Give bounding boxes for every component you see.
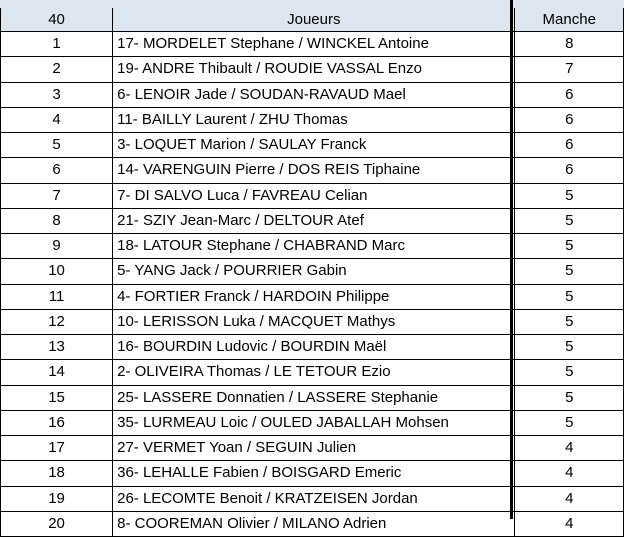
round-cell[interactable]: 5 <box>515 410 624 435</box>
rank-cell[interactable]: 9 <box>1 234 113 259</box>
rank-cell[interactable]: 18 <box>1 461 113 486</box>
ranking-table <box>0 8 624 537</box>
players-cell[interactable]: 35- LURMEAU Loic / OULED JABALLAH Mohsen <box>113 410 515 435</box>
rank-cell[interactable]: 11 <box>1 284 113 309</box>
table-row <box>1 486 624 511</box>
rank-cell[interactable]: 4 <box>1 107 113 132</box>
players-cell[interactable]: 19- ANDRE Thibault / ROUDIE VASSAL Enzo <box>113 57 515 82</box>
round-cell[interactable]: 6 <box>515 158 624 183</box>
table-row <box>1 309 624 334</box>
players-cell[interactable]: 26- LECOMTE Benoit / KRATZEISEN Jordan <box>113 486 515 511</box>
round-cell[interactable]: 5 <box>515 360 624 385</box>
players-cell[interactable]: 10- LERISSON Luka / MACQUET Mathys <box>113 309 515 334</box>
round-cell[interactable]: 6 <box>515 133 624 158</box>
round-cell[interactable]: 5 <box>515 234 624 259</box>
rank-cell[interactable]: 20 <box>1 511 113 536</box>
table-row <box>1 32 624 57</box>
round-cell[interactable]: 8 <box>515 32 624 57</box>
players-cell[interactable]: 8- COOREMAN Olivier / MILANO Adrien <box>113 511 515 536</box>
rank-cell[interactable]: 17 <box>1 436 113 461</box>
column-divider <box>510 0 513 519</box>
players-cell[interactable]: 4- FORTIER Franck / HARDOIN Philippe <box>113 284 515 309</box>
round-cell[interactable]: 5 <box>515 208 624 233</box>
table-row <box>1 208 624 233</box>
rank-cell[interactable]: 2 <box>1 57 113 82</box>
players-cell[interactable]: 14- VARENGUIN Pierre / DOS REIS Tiphaine <box>113 158 515 183</box>
players-cell[interactable]: 7- DI SALVO Luca / FAVREAU Celian <box>113 183 515 208</box>
table-row <box>1 234 624 259</box>
players-cell[interactable]: 21- SZIY Jean-Marc / DELTOUR Atef <box>113 208 515 233</box>
table-row <box>1 183 624 208</box>
rank-cell[interactable]: 7 <box>1 183 113 208</box>
players-cell[interactable]: 6- LENOIR Jade / SOUDAN-RAVAUD Mael <box>113 82 515 107</box>
players-cell[interactable]: 5- YANG Jack / POURRIER Gabin <box>113 259 515 284</box>
rank-cell[interactable]: 12 <box>1 309 113 334</box>
header-round-cell[interactable]: Manche <box>515 8 624 32</box>
header-row <box>1 8 624 32</box>
table-row <box>1 133 624 158</box>
rank-cell[interactable]: 14 <box>1 360 113 385</box>
table-row <box>1 360 624 385</box>
rank-cell[interactable]: 15 <box>1 385 113 410</box>
round-cell[interactable]: 5 <box>515 259 624 284</box>
table-row <box>1 284 624 309</box>
round-cell[interactable]: 4 <box>515 461 624 486</box>
players-cell[interactable]: 11- BAILLY Laurent / ZHU Thomas <box>113 107 515 132</box>
round-cell[interactable]: 4 <box>515 436 624 461</box>
round-cell[interactable]: 5 <box>515 284 624 309</box>
round-cell[interactable]: 4 <box>515 511 624 536</box>
rank-cell[interactable]: 3 <box>1 82 113 107</box>
table-row <box>1 82 624 107</box>
round-cell[interactable]: 5 <box>515 385 624 410</box>
round-cell[interactable]: 5 <box>515 309 624 334</box>
rank-cell[interactable]: 16 <box>1 410 113 435</box>
table-row <box>1 335 624 360</box>
rank-cell[interactable]: 6 <box>1 158 113 183</box>
table-row <box>1 259 624 284</box>
rank-cell[interactable]: 13 <box>1 335 113 360</box>
rank-cell[interactable]: 8 <box>1 208 113 233</box>
table-row <box>1 511 624 536</box>
header-players-cell[interactable]: Joueurs <box>113 8 515 32</box>
round-cell[interactable]: 7 <box>515 57 624 82</box>
rank-cell[interactable]: 19 <box>1 486 113 511</box>
round-cell[interactable]: 6 <box>515 107 624 132</box>
table-row <box>1 385 624 410</box>
table-row <box>1 57 624 82</box>
rank-cell[interactable]: 5 <box>1 133 113 158</box>
players-cell[interactable]: 2- OLIVEIRA Thomas / LE TETOUR Ezio <box>113 360 515 385</box>
round-cell[interactable]: 5 <box>515 183 624 208</box>
table-row <box>1 107 624 132</box>
players-cell[interactable]: 36- LEHALLE Fabien / BOISGARD Emeric <box>113 461 515 486</box>
players-cell[interactable]: 3- LOQUET Marion / SAULAY Franck <box>113 133 515 158</box>
players-cell[interactable]: 18- LATOUR Stephane / CHABRAND Marc <box>113 234 515 259</box>
rank-cell[interactable]: 10 <box>1 259 113 284</box>
players-cell[interactable]: 27- VERMET Yoan / SEGUIN Julien <box>113 436 515 461</box>
round-cell[interactable]: 5 <box>515 335 624 360</box>
table-row <box>1 158 624 183</box>
players-cell[interactable]: 17- MORDELET Stephane / WINCKEL Antoine <box>113 32 515 57</box>
table-row <box>1 410 624 435</box>
table-row <box>1 461 624 486</box>
round-cell[interactable]: 6 <box>515 82 624 107</box>
round-cell[interactable]: 4 <box>515 486 624 511</box>
players-cell[interactable]: 16- BOURDIN Ludovic / BOURDIN Maël <box>113 335 515 360</box>
rank-cell[interactable]: 1 <box>1 32 113 57</box>
players-cell[interactable]: 25- LASSERE Donnatien / LASSERE Stephanie <box>113 385 515 410</box>
header-rank-cell[interactable]: 40 <box>1 8 113 32</box>
table-row <box>1 436 624 461</box>
